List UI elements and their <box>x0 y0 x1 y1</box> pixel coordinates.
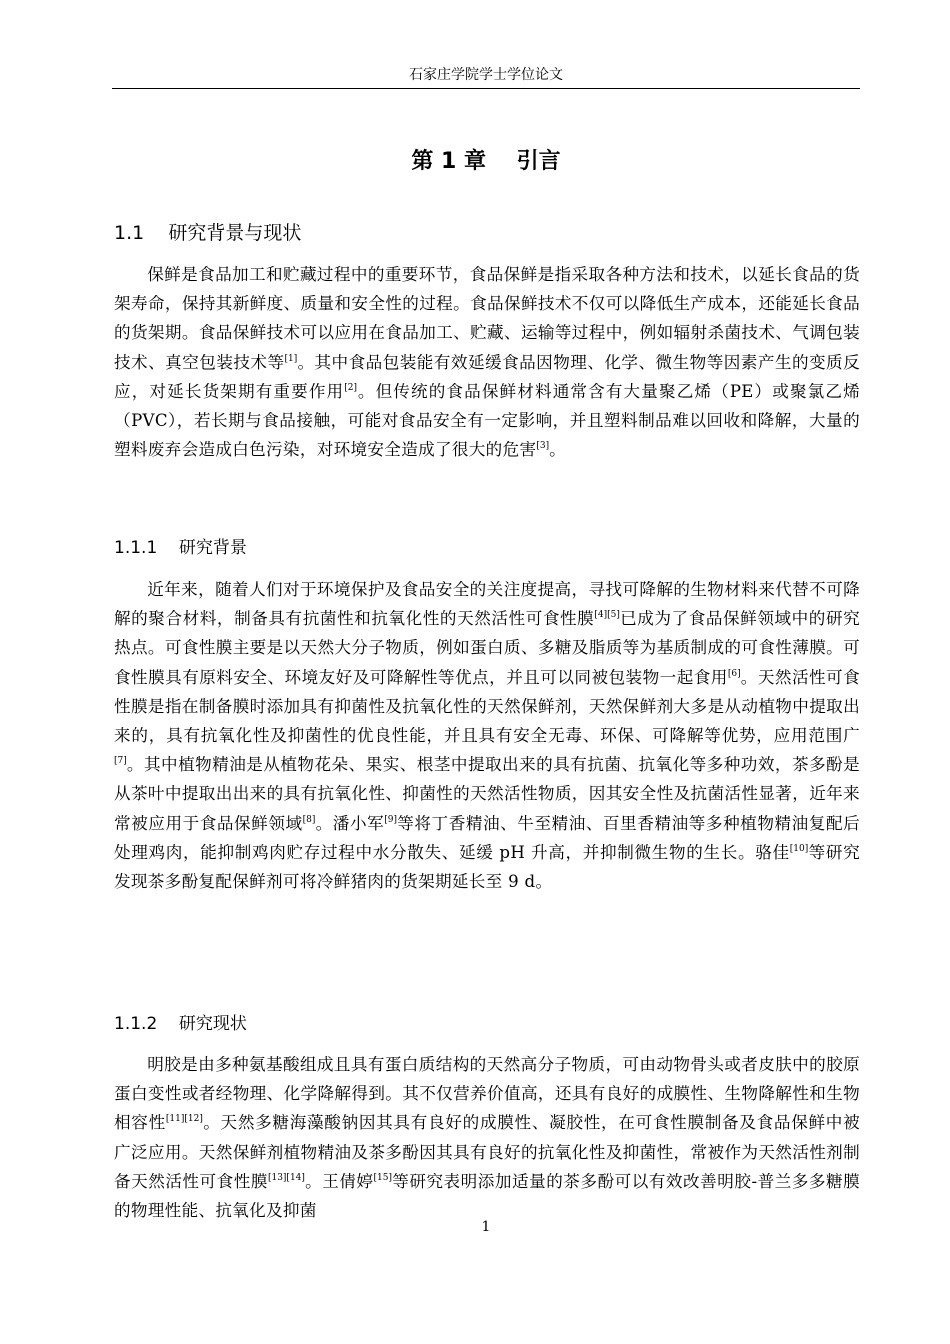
para-text: 明胶是由多种氨基酸组成且具有蛋白质结构的天然高分子物质，可由动物骨头或者皮肤中的胶原蛋白变性或者经物理、化学降解得到。其不仅营养价值高，还具有良好的成膜性、生物降解性和生物相容性 <box>114 1055 860 1133</box>
citation: [11][12] <box>165 1114 203 1125</box>
citation: [10] <box>789 843 809 854</box>
citation: [6] <box>727 668 741 679</box>
para-text: 。天然活性可食性膜是指在制备膜时添加具有抑菌性及抗氧化性的天然保鲜剂，天然保鲜剂大多是从动植物中提取出来的，具有抗氧化性及抑菌性的优良性能，并且具有安全无毒、环保、可降解等优势，应用范围广 <box>114 667 860 746</box>
para-text: 。其中食品包装能有效延缓食品因物理、化学、微生物等因素产生的变质反应，对延长货架期有重要作用 <box>114 352 861 401</box>
para-text: 等研究表明添加适量的茶多酚可以有效改善明胶-普兰多多糖膜的物理性能、抗氧化及抑菌 <box>114 1171 860 1221</box>
para-text: 已成为了食品保鲜领域中的研究热点。可食性膜主要是以天然大分子物质，例如蛋白质、多糖及脂质等为基质制成的可食性薄膜。可食性膜具有原料安全、环境友好及可降解性等优点，并且可以同被包装物一起食用 <box>114 609 860 687</box>
para-text: 近年来，随着人们对于环境保护及食品安全的关注度提高，寻找可降解的生物材料来代替不可降解的聚合材料，制备具有抗菌性和抗氧化性的天然活性可食性膜 <box>114 580 860 629</box>
para-text: 。天然多糖海藻酸钠因其具有良好的成膜性、凝胶性，在可食性膜制备及食品保鲜中被广泛应用。天然保鲜剂植物精油及茶多酚因其具有良好的抗氧化性及抑菌性，常被作为天然活性剂制备天然活性可食性膜 <box>114 1113 860 1191</box>
section-heading-1-1-1: 1.1.1 研究背景 <box>114 538 247 558</box>
citation: [2] <box>344 382 358 393</box>
citation: [13][14] <box>267 1172 305 1183</box>
citation: [9] <box>384 814 397 825</box>
para-text: 等研究发现茶多酚复配保鲜剂可将冷鲜猪肉的货架期延长至 9 d。 <box>114 842 860 892</box>
citation: [1] <box>284 353 298 364</box>
para-text: 等将丁香精油、牛至精油、百里香精油等多种植物精油复配后处理鸡肉，能抑制鸡肉贮存过程中水分散失、延缓 pH 升高，并抑制微生物的生长。骆佳 <box>114 813 860 862</box>
citation: [15] <box>373 1172 393 1183</box>
running-header: 石家庄学院学士学位论文 <box>409 67 563 83</box>
citation: [4][5] <box>594 610 620 621</box>
page-number: 1 <box>481 1219 491 1235</box>
para-text: 保鲜是食品加工和贮藏过程中的重要环节，食品保鲜是指采取各种方法和技术，以延长食品的货架寿命，保持其新鲜度、质量和安全性的过程。食品保鲜技术不仅可以降低生产成本，还能延长食品的货架期。食品保鲜技术可以应用在食品加工、贮藏、运输等过程中，例如辐射杀菌技术、气调包装技术、真空包装技术等 <box>114 265 860 372</box>
para-text: 。潘小军 <box>315 813 385 833</box>
paragraph-background <box>114 260 860 464</box>
para-text: 。但传统的食品保鲜材料通常含有大量聚乙烯（PE）或聚氯乙烯（PVC），若长期与食品接触，可能对食品安全有一定影响，并且塑料制品难以回收和降解，大量的塑料废弃会造成白色污染，对环境安全造成了很大的危害 <box>114 381 860 460</box>
para-text: 。其中植物精油是从植物花朵、果实、根茎中提取出来的具有抗菌、抗氧化等多种功效，茶多酚是从茶叶中提取出出来的具有抗氧化性、抑菌性的天然活性物质，因其安全性及抗菌活性显著，近年来常被应用于食品保鲜领域 <box>114 755 860 833</box>
section-heading-1-1: 1.1 研究背景与现状 <box>114 222 302 244</box>
paragraph-research-status <box>114 1050 860 1225</box>
para-text: 。 <box>549 440 566 460</box>
paragraph-research-background <box>114 575 860 896</box>
citation: [8] <box>302 814 316 825</box>
citation: [7] <box>114 756 127 767</box>
section-heading-1-1-2: 1.1.2 研究现状 <box>114 1014 247 1034</box>
citation: [3] <box>536 441 550 452</box>
para-text: 。王倩婷 <box>304 1171 374 1191</box>
chapter-title: 第 1 章 引言 <box>411 149 561 174</box>
header-rule <box>112 88 860 89</box>
